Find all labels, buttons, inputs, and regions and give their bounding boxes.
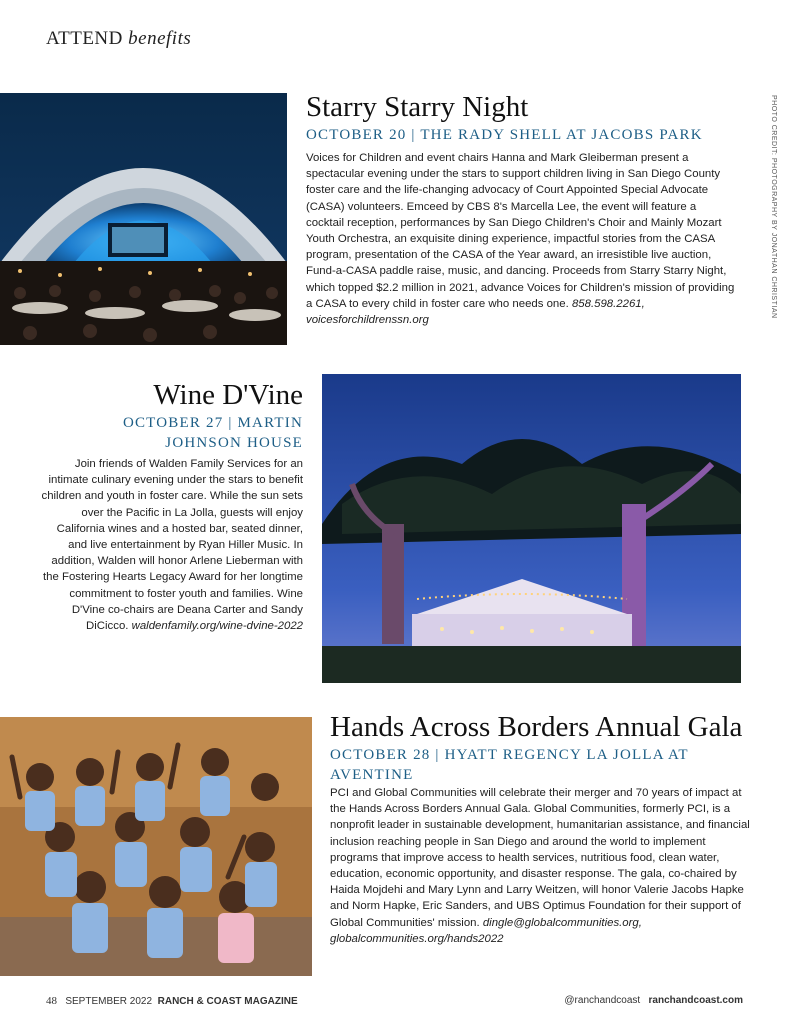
story-2-body (40, 456, 303, 634)
story-3-link[interactable]: dingle@globalcommunities.org, globalcommunities.org/hands2022 (330, 916, 642, 945)
section-header-attend: ATTEND (46, 28, 123, 49)
section-header (46, 28, 191, 50)
footer-right (564, 995, 743, 1006)
story-1-title: Starry Starry Night (306, 91, 529, 123)
martin-johnson-house-photo (322, 374, 741, 683)
story-1-body (306, 150, 736, 328)
rady-shell-concert-photo (0, 93, 287, 345)
twilight-dinner-illustration (322, 374, 741, 683)
story-1-link[interactable]: voicesforchildrenssn.org (306, 314, 429, 327)
rady-shell-illustration (0, 93, 287, 345)
story-1-phone: 858.598.2261, (571, 297, 645, 310)
story-1-text: Voices for Children and event chairs Hanna and Mark Gleiberman present a spectacular evening under the stars to support children living in San Diego County foster care and the life-changing advocacy of Court Appointed Special Advocate (CASA) volunteers. Emceed by CBS 8's Marcella Lee, the event will feature a cocktail reception, performances by San Diego Children's Choir and Mainly Mozart Youth Orchestra, an exquisite dining experience, impactful stories from the CASA program, presentation of the CASA of the Year award, an irresistible live auction, Fund-a-CASA paddle raise, music, and dancing. Proceeds from Starry Starry Night, which topped $2.2 million in 2021, advance Voices for Children's mission of providing a CASA to every child in foster care who needs one. (306, 152, 735, 310)
story-3-text: PCI and Global Communities will celebrate their merger and 70 years of impact at the Hands Across Borders Annual Gala. Global Communities, formerly PCI, is a nonprofit leader in sustainable development, humanitarian assistance, and financial inclusion reaching people in San Diego and around the world to implement programs that improve access to health services, nutritious food, clean water, education, economic opportunity, and disaster response. The gala, co-chaired by Haida Mojdehi and Mary Lynn and Larry Weitzen, will honor Valerie Jacobs Hapke and Norm Hapke, Eric Sanders, and UBS Optimus Foundation for their support of Global Communities' mission. (330, 787, 750, 929)
issue-date: SEPTEMBER 2022 (65, 996, 153, 1007)
website-link[interactable]: ranchandcoast.com (648, 995, 743, 1006)
social-handle[interactable]: @ranchandcoast (564, 995, 641, 1006)
magazine-name: RANCH & COAST MAGAZINE (157, 996, 298, 1007)
photo-credit: PHOTO CREDIT: PHOTOGRAPHY BY JONATHAN CHRISTIAN (770, 95, 777, 319)
story-3-body (330, 785, 750, 947)
section-header-benefits: benefits (128, 28, 192, 49)
story-2-text: Join friends of Walden Family Services for an intimate culinary evening under the stars to benefit children and youth in foster care. While the sun sets over the Pacific in La Jolla, guests will enjoy California wines and a hosted bar, seated dinner, and live entertainment by Ryan Hiller Music. In addition, Walden will honor Arlene Lieberman with the Fostering Hearts Legacy Award for her longtime commitment to foster youth and families. Wine D'Vine co-chairs are Deana Carter and Sandy DiCicco. (41, 458, 303, 633)
children-group-photo (0, 717, 312, 976)
page-number: 48 (46, 995, 57, 1007)
children-illustration (0, 717, 312, 976)
story-2-title: Wine D'Vine (153, 379, 303, 411)
story-3-title: Hands Across Borders Annual Gala (330, 711, 743, 743)
story-2-subtitle: OCTOBER 27 | MARTIN JOHNSON HOUSE (122, 415, 303, 452)
footer-left (46, 995, 298, 1007)
story-1-subtitle: OCTOBER 20 | THE RADY SHELL AT JACOBS PARK (306, 127, 703, 143)
story-3-subtitle: OCTOBER 28 | HYATT REGENCY LA JOLLA AT AVENTINE (330, 747, 689, 784)
story-2-link[interactable]: waldenfamily.org/wine-dvine-2022 (131, 620, 303, 633)
